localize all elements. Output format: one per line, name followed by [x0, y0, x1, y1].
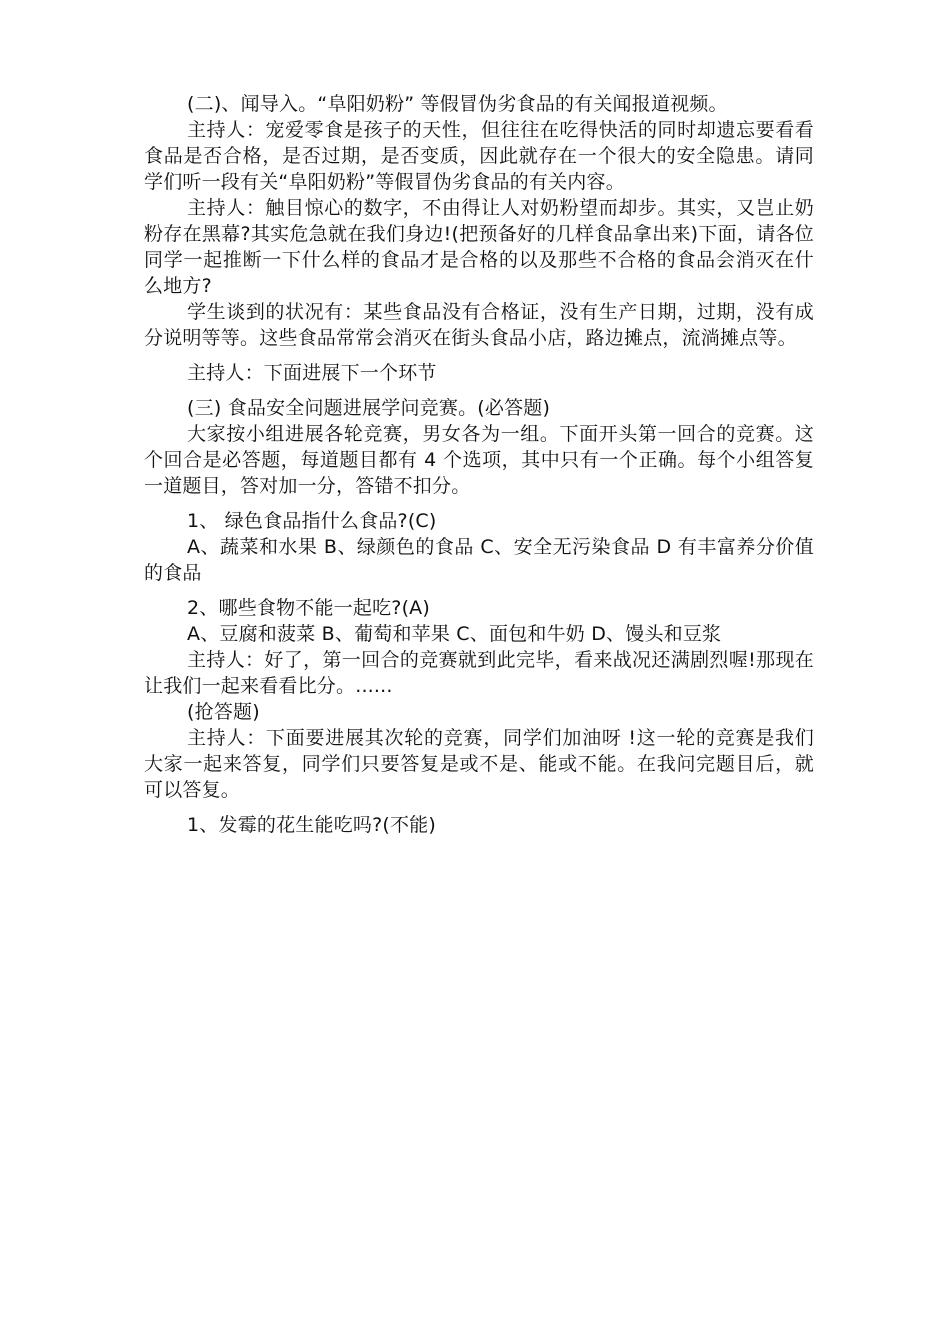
paragraph-host-milk-powder: 主持人：触目惊心的数字，不由得让人对奶粉望而却步。其实，又岂止奶粉存在黑幕?其实危急就在我们身边!(把预备好的几样食品拿出来)下面，请各位同学一起推断一下什么样的食品才是合格的以及那些不合格的食品会消灭在什么地方? — [144, 197, 814, 297]
question-2: 2、哪些食物不能一起吃?(A) — [187, 597, 430, 619]
paragraph-student-findings: 学生谈到的状况有：某些食品没有合格证，没有生产日期，过期，没有成分说明等等。这些食品常常会消灭在街头食品小店，路边摊点，流淌摊点等。 — [144, 301, 814, 349]
paragraph-quiz-rules: 大家按小组进展各轮竞赛，男女各为一组。下面开头第一回合的竞赛。这个回合是必答题，每道题目都有 4 个选项，其中只有一个正确。每个小组答复一道题目，答对加一分，答错不扣分。 — [144, 423, 814, 497]
paragraph-host-snacks: 主持人：宠爱零食是孩子的天性，但往往在吃得快活的同时却遗忘要看看食品是否合格，是否过期，是否变质，因此就存在一个很大的安全隐患。请同学们听一段有关“阜阳奶粉”等假冒伪劣食品的有关内容。 — [144, 119, 814, 193]
question-1-options: A、蔬菜和水果 B、绿颜色的食品 C、安全无污染食品 D 有丰富养分价值的食品 — [144, 536, 814, 584]
paragraph-host-second-round: 主持人：下面要进展其次轮的竞赛，同学们加油呀 !这一轮的竞赛是我们大家一起来答复，同学们只要答复是或不是、能或不能。在我问完题目后，就可以答复。 — [144, 727, 814, 801]
document-body — [144, 91, 814, 838]
rush-question-1: 1、发霉的花生能吃吗?(不能) — [187, 814, 436, 836]
paragraph-host-round-end: 主持人：好了，第一回合的竞赛就到此完毕，看来战况还满剧烈喔!那现在让我们一起来看看比分。...... — [144, 649, 814, 697]
question-1: 1、 绿色食品指什么食品?(C) — [187, 510, 437, 532]
paragraph-news-intro: (二)、闻导入。“阜阳奶粉” 等假冒伪劣食品的有关闻报道视频。 — [187, 93, 728, 115]
question-2-options: A、豆腐和菠菜 B、葡萄和苹果 C、面包和牛奶 D、馒头和豆浆 — [187, 623, 722, 645]
paragraph-host-next-section: 主持人：下面进展下一个环节 — [187, 362, 437, 384]
section-heading-quiz: (三) 食品安全问题进展学问竞赛。(必答题) — [187, 397, 551, 419]
section-heading-rush-answer: (抢答题) — [187, 701, 260, 723]
